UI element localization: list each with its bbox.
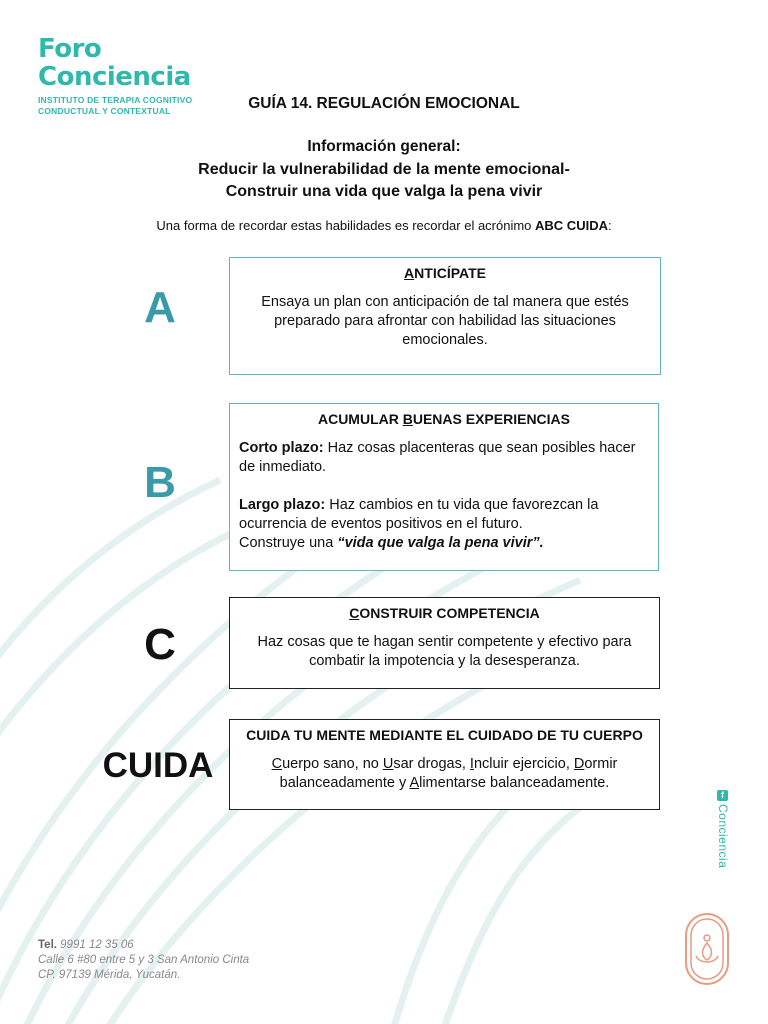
footer-contact <box>38 938 249 983</box>
intro-text <box>0 218 768 233</box>
build-life-text: Construye una <box>239 535 338 551</box>
short-term-paragraph <box>239 439 649 477</box>
cuida-d: D <box>573 756 585 772</box>
good-experiences-head-pre: ACUMULAR <box>317 411 403 427</box>
box-good-experiences <box>229 403 659 571</box>
footer-address-2: CP. 97139 Mérida, Yucatán. <box>38 969 181 981</box>
logo-subtitle-1: INSTITUTO DE TERAPIA COGNITIVO <box>38 95 193 105</box>
box-competence <box>229 597 660 689</box>
cuida-c: C <box>271 756 283 772</box>
cuida-u-rest: sar drogas, <box>393 756 470 772</box>
short-term-text: Haz cosas placenteras que sean posibles hacer de inmediato. <box>239 440 636 475</box>
build-life-quote: “vida que valga la pena vivir”. <box>337 535 544 551</box>
good-experiences-heading <box>239 410 649 429</box>
info-general-title: Información general: <box>307 138 461 155</box>
info-line-3: Construir una vida que valga la pena vivir <box>225 183 543 200</box>
logo-foro: Foro <box>38 34 102 64</box>
intro-sentence: Una forma de recordar estas habilidades es recordar el acrónimo <box>156 218 536 233</box>
good-experiences-head-initial: B <box>402 411 413 427</box>
long-term-label: Largo plazo: <box>239 497 326 513</box>
cuida-body <box>239 755 650 793</box>
cuida-d-rest: ormir balanceadamente y <box>279 756 618 791</box>
guide-title: GUÍA 14. REGULACIÓN EMOCIONAL <box>248 95 520 112</box>
anticipate-heading <box>239 264 651 283</box>
cuida-i-rest: ncluir ejercicio, <box>473 756 574 772</box>
cuida-i: I <box>469 756 474 772</box>
box-anticipate <box>229 257 661 375</box>
letter-c: C <box>144 620 176 669</box>
good-experiences-head-rest: UENAS EXPERIENCIAS <box>412 411 571 427</box>
letter-b: B <box>144 458 176 507</box>
competence-head-initial: C <box>349 605 360 621</box>
footer-phone-label: Tel. <box>38 939 57 951</box>
anticipate-head-initial: A <box>404 265 415 281</box>
logo-conciencia: Conciencia <box>38 62 191 92</box>
letter-a: A <box>144 283 176 332</box>
cuida-a: A <box>409 775 420 791</box>
competence-head-rest: ONSTRUIR COMPETENCIA <box>359 605 540 621</box>
footer-phone <box>38 938 249 953</box>
cuida-c-rest: uerpo sano, no <box>282 756 383 772</box>
anticipate-body: Ensaya un plan con anticipación de tal manera que estés preparado para afrontar con habilidad las situaciones emocionales. <box>261 294 629 348</box>
competence-heading <box>239 604 650 623</box>
cuida-u: U <box>382 756 394 772</box>
facebook-icon: f <box>717 790 728 801</box>
logo-subtitle-2: CONDUCTUAL Y CONTEXTUAL <box>38 106 171 116</box>
build-life-line <box>239 534 649 553</box>
intro-acronym: ABC CUIDA <box>535 218 608 233</box>
social-handle[interactable] <box>708 790 738 880</box>
competence-body: Haz cosas que te hagan sentir competente y efectivo para combatir la impotencia y la desesperanza. <box>257 634 632 669</box>
lotus-emblem-icon <box>684 912 730 986</box>
cuida-heading: CUIDA TU MENTE MEDIANTE EL CUIDADO DE TU CUERPO <box>246 727 643 743</box>
social-handle-text: Conciencia <box>716 804 730 869</box>
intro-colon: : <box>607 218 612 233</box>
cuida-a-rest: limentarse balanceadamente. <box>419 775 610 791</box>
short-term-label: Corto plazo: <box>239 440 324 456</box>
info-line-2: Reducir la vulnerabilidad de la mente emocional- <box>198 161 570 178</box>
long-term-paragraph <box>239 496 649 534</box>
long-term-text: Haz cambios en tu vida que favorezcan la ocurrencia de eventos positivos en el futuro. <box>239 497 599 532</box>
box-cuida <box>229 719 660 810</box>
footer-address-1: Calle 6 #80 entre 5 y 3 San Antonio Cinta <box>38 954 250 966</box>
anticipate-head-rest: NTICÍPATE <box>414 265 486 281</box>
letter-cuida: CUIDA <box>102 746 214 785</box>
footer-phone-number: 9991 12 35 06 <box>56 939 134 951</box>
